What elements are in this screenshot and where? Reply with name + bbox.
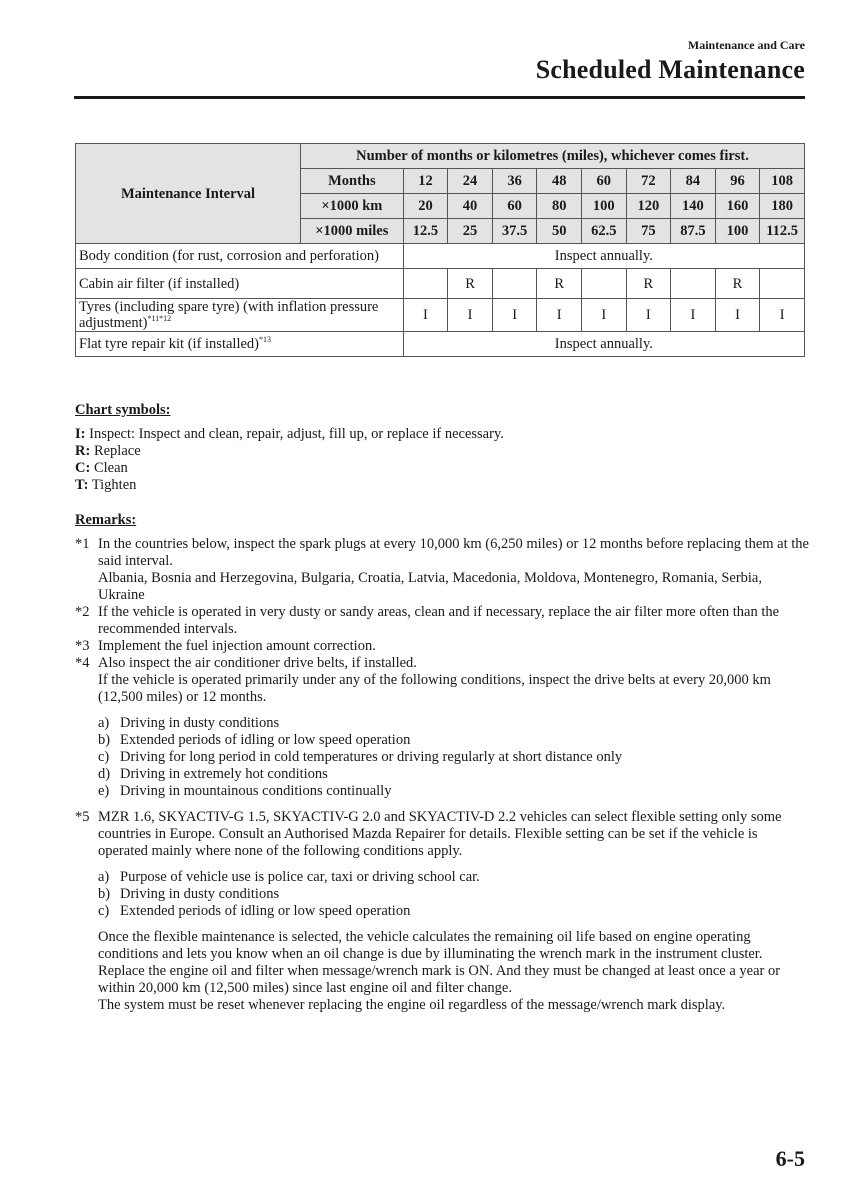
months-cell: 96: [715, 169, 760, 194]
symbol-text: Replace: [90, 443, 141, 459]
row-mark: I: [715, 299, 760, 332]
months-cell: 60: [581, 169, 626, 194]
symbol-line: [75, 477, 810, 494]
remark-text: In the countries below, inspect the spark plugs at every 10,000 km (6,250 miles) or 12 months before replacing them at the said interval.: [98, 536, 809, 569]
list-item: [98, 869, 810, 886]
row-mark: [760, 269, 805, 299]
remark-5-paragraph: The system must be reset whenever replacing the engine oil regardless of the message/wrench mark display.: [98, 997, 726, 1013]
interval-label: Maintenance Interval: [76, 144, 301, 244]
list-item: [98, 783, 810, 800]
km-cell: 80: [537, 194, 582, 219]
km-cell: 180: [760, 194, 805, 219]
list-item-text: Driving in extremely hot conditions: [120, 766, 328, 782]
row-mark: R: [626, 269, 671, 299]
row-span-text: Inspect annually.: [403, 244, 804, 269]
list-item: [98, 903, 810, 920]
list-item: [98, 732, 810, 749]
notes-body: [75, 402, 810, 1014]
remark-3: [75, 638, 810, 655]
symbol-line: [75, 460, 810, 477]
row-mark: R: [537, 269, 582, 299]
km-label: ×1000 km: [301, 194, 404, 219]
page-title: Scheduled Maintenance: [535, 55, 805, 84]
months-cell: 72: [626, 169, 671, 194]
row-item-label-cell: [76, 332, 404, 357]
list-item-label: b): [98, 732, 111, 748]
footnote-ref: *13: [258, 335, 271, 345]
row-mark: [492, 269, 537, 299]
remark-5-conditions: [98, 869, 810, 920]
row-mark: I: [448, 299, 493, 332]
row-item-label: Cabin air filter (if installed): [76, 269, 404, 299]
maintenance-table: [75, 143, 805, 357]
remark-4-conditions: [98, 715, 810, 800]
miles-cell: 25: [448, 219, 493, 244]
row-span-text: Inspect annually.: [403, 332, 804, 357]
list-item: [98, 715, 810, 732]
remark-5: [75, 809, 810, 860]
list-item-label: b): [98, 886, 111, 902]
table-row: [76, 299, 805, 332]
row-mark: I: [492, 299, 537, 332]
remark-text: Implement the fuel injection amount correction.: [98, 638, 376, 654]
remark-label: *5: [75, 809, 90, 825]
list-item-text: Extended periods of idling or low speed operation: [120, 903, 411, 919]
table-header-row: [76, 144, 805, 169]
miles-label: ×1000 miles: [301, 219, 404, 244]
remark-1: [75, 536, 810, 604]
span-header: Number of months or kilometres (miles), whichever comes first.: [301, 144, 805, 169]
km-cell: 120: [626, 194, 671, 219]
row-mark: I: [581, 299, 626, 332]
remark-countries: Albania, Bosnia and Herzegovina, Bulgaria, Croatia, Latvia, Macedonia, Moldova, Montenegro, Romania, Serbia, Ukraine: [98, 570, 762, 603]
miles-cell: 75: [626, 219, 671, 244]
row-item-label-cell: [76, 299, 404, 332]
symbol-text: Inspect: Inspect and clean, repair, adjust, fill up, or replace if necessary.: [85, 426, 504, 442]
symbol-key: T:: [75, 477, 89, 493]
months-cell: 108: [760, 169, 805, 194]
months-cell: 84: [671, 169, 716, 194]
header-section-label: Maintenance and Care: [687, 38, 805, 52]
symbol-line: [75, 426, 810, 443]
table-row: [76, 244, 805, 269]
footnote-ref: *11*12: [147, 314, 172, 324]
remark-text: Also inspect the air conditioner drive belts, if installed.: [98, 655, 417, 671]
list-item-label: a): [98, 869, 110, 885]
list-item: [98, 886, 810, 903]
list-item: [98, 766, 810, 783]
list-item: [98, 749, 810, 766]
row-mark: I: [626, 299, 671, 332]
remarks-heading: Remarks:: [75, 512, 137, 528]
list-item-label: e): [98, 783, 110, 799]
list-item-label: d): [98, 766, 111, 782]
miles-cell: 37.5: [492, 219, 537, 244]
symbol-key: C:: [75, 460, 91, 476]
months-label: Months: [301, 169, 404, 194]
months-cell: 36: [492, 169, 537, 194]
list-item-text: Driving in dusty conditions: [120, 715, 280, 731]
row-mark: I: [760, 299, 805, 332]
remark-text: MZR 1.6, SKYACTIV-G 1.5, SKYACTIV-G 2.0 and SKYACTIV-D 2.2 vehicles can select flexible setting only some countries in Europe. Consult an Authorised Mazda Repairer for details. Flexible setting can be set if the vehicle is operated mainly where none of the following conditions apply.: [98, 809, 782, 859]
list-item-text: Driving in mountainous conditions continually: [120, 783, 392, 799]
row-mark: I: [537, 299, 582, 332]
km-cell: 140: [671, 194, 716, 219]
miles-cell: 62.5: [581, 219, 626, 244]
miles-cell: 50: [537, 219, 582, 244]
remark-label: *1: [75, 536, 90, 552]
table-row: [76, 332, 805, 357]
symbol-key: R:: [75, 443, 91, 459]
row-mark: I: [671, 299, 716, 332]
page-number: 6-5: [775, 1146, 805, 1171]
remark-2: [75, 604, 810, 638]
chart-symbols-heading: Chart symbols:: [75, 402, 171, 418]
row-mark: R: [448, 269, 493, 299]
km-cell: 20: [403, 194, 448, 219]
table-row: [76, 269, 805, 299]
miles-cell: 112.5: [760, 219, 805, 244]
list-item-label: a): [98, 715, 110, 731]
row-item-label: Flat tyre repair kit (if installed): [79, 336, 259, 352]
remark-4: [75, 655, 810, 706]
remark-text: If the vehicle is operated in very dusty or sandy areas, clean and if necessary, replace the air filter more often than the recommended intervals.: [98, 604, 780, 637]
row-mark: [403, 269, 448, 299]
remark-text: If the vehicle is operated primarily under any of the following conditions, inspect the drive belts at every 20,000 km (12,500 miles) or 12 months.: [98, 672, 771, 705]
list-item-text: Purpose of vehicle use is police car, taxi or driving school car.: [120, 869, 480, 885]
remark-label: *2: [75, 604, 90, 620]
row-mark: R: [715, 269, 760, 299]
row-mark: I: [403, 299, 448, 332]
row-mark: [581, 269, 626, 299]
list-item-text: Driving in dusty conditions: [120, 886, 280, 902]
list-item-label: c): [98, 903, 110, 919]
km-cell: 40: [448, 194, 493, 219]
miles-cell: 100: [715, 219, 760, 244]
list-item-text: Driving for long period in cold temperatures or driving regularly at short distance only: [120, 749, 623, 765]
remark-label: *4: [75, 655, 90, 671]
months-cell: 48: [537, 169, 582, 194]
symbol-text: Clean: [90, 460, 128, 476]
remark-label: *3: [75, 638, 90, 654]
km-cell: 160: [715, 194, 760, 219]
remark-5-paragraph: Replace the engine oil and filter when message/wrench mark is ON. And they must be changed at least once a year or within 20,000 km (12,500 miles) since last engine oil and filter change.: [98, 963, 781, 996]
row-item-label: Body condition (for rust, corrosion and perforation): [76, 244, 404, 269]
km-cell: 60: [492, 194, 537, 219]
miles-cell: 87.5: [671, 219, 716, 244]
km-cell: 100: [581, 194, 626, 219]
symbol-key: I:: [75, 426, 86, 442]
list-item-label: c): [98, 749, 110, 765]
miles-cell: 12.5: [403, 219, 448, 244]
row-mark: [671, 269, 716, 299]
symbol-line: [75, 443, 810, 460]
months-cell: 12: [403, 169, 448, 194]
header-rule: [74, 96, 805, 99]
list-item-text: Extended periods of idling or low speed operation: [120, 732, 411, 748]
remark-5-paragraph: Once the flexible maintenance is selected, the vehicle calculates the remaining oil life based on engine operating conditions and lets you know when an oil change is due by illuminating the wrench mark in the instrument cluster.: [98, 929, 763, 962]
months-cell: 24: [448, 169, 493, 194]
row-item-label: Tyres (including spare tyre) (with inflation pressure adjustment): [79, 299, 379, 331]
symbol-text: Tighten: [88, 477, 137, 493]
